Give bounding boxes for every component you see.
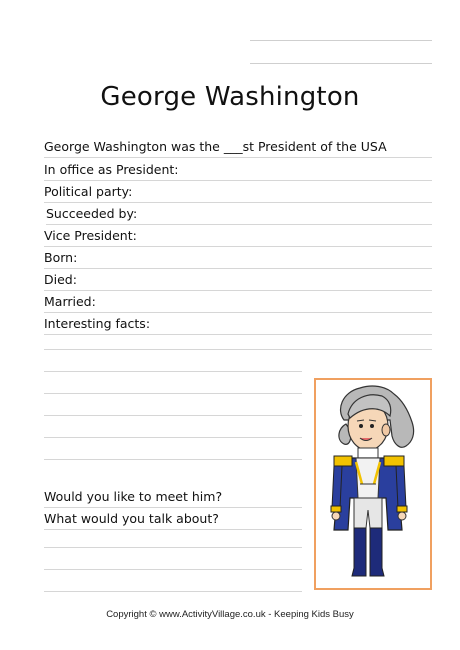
- writing-line: [44, 415, 302, 416]
- question-died: Died:: [44, 272, 432, 291]
- question-political-party: Political party:: [44, 184, 432, 203]
- writing-line: [44, 437, 302, 438]
- question-born: Born:: [44, 250, 432, 269]
- writing-line: [44, 393, 302, 394]
- question-vice-president: Vice President:: [44, 228, 432, 247]
- question-married: Married:: [44, 294, 432, 313]
- writing-line: [44, 547, 302, 548]
- name-line: [250, 40, 432, 41]
- question-in-office: In office as President:: [44, 162, 432, 181]
- name-line: [250, 63, 432, 64]
- page-title: George Washington: [100, 82, 360, 112]
- question-interesting-facts: Interesting facts:: [44, 316, 432, 335]
- george-washington-illustration: [316, 380, 430, 588]
- question-succeeded-by: Succeeded by:: [46, 206, 432, 225]
- copyright-footer: Copyright © www.ActivityVillage.co.uk - Keeping Kids Busy: [106, 609, 354, 620]
- writing-line: [44, 591, 302, 592]
- question-talk-about: What would you talk about?: [44, 511, 302, 530]
- question-meet-him: Would you like to meet him?: [44, 489, 302, 508]
- writing-line: [44, 569, 302, 570]
- illustration-frame: [314, 378, 432, 590]
- writing-line: [44, 371, 302, 372]
- writing-line: [44, 459, 302, 460]
- name-write-lines: [250, 40, 432, 86]
- question-president-number: George Washington was the ___st President of the USA: [44, 139, 432, 158]
- writing-line: [44, 349, 432, 350]
